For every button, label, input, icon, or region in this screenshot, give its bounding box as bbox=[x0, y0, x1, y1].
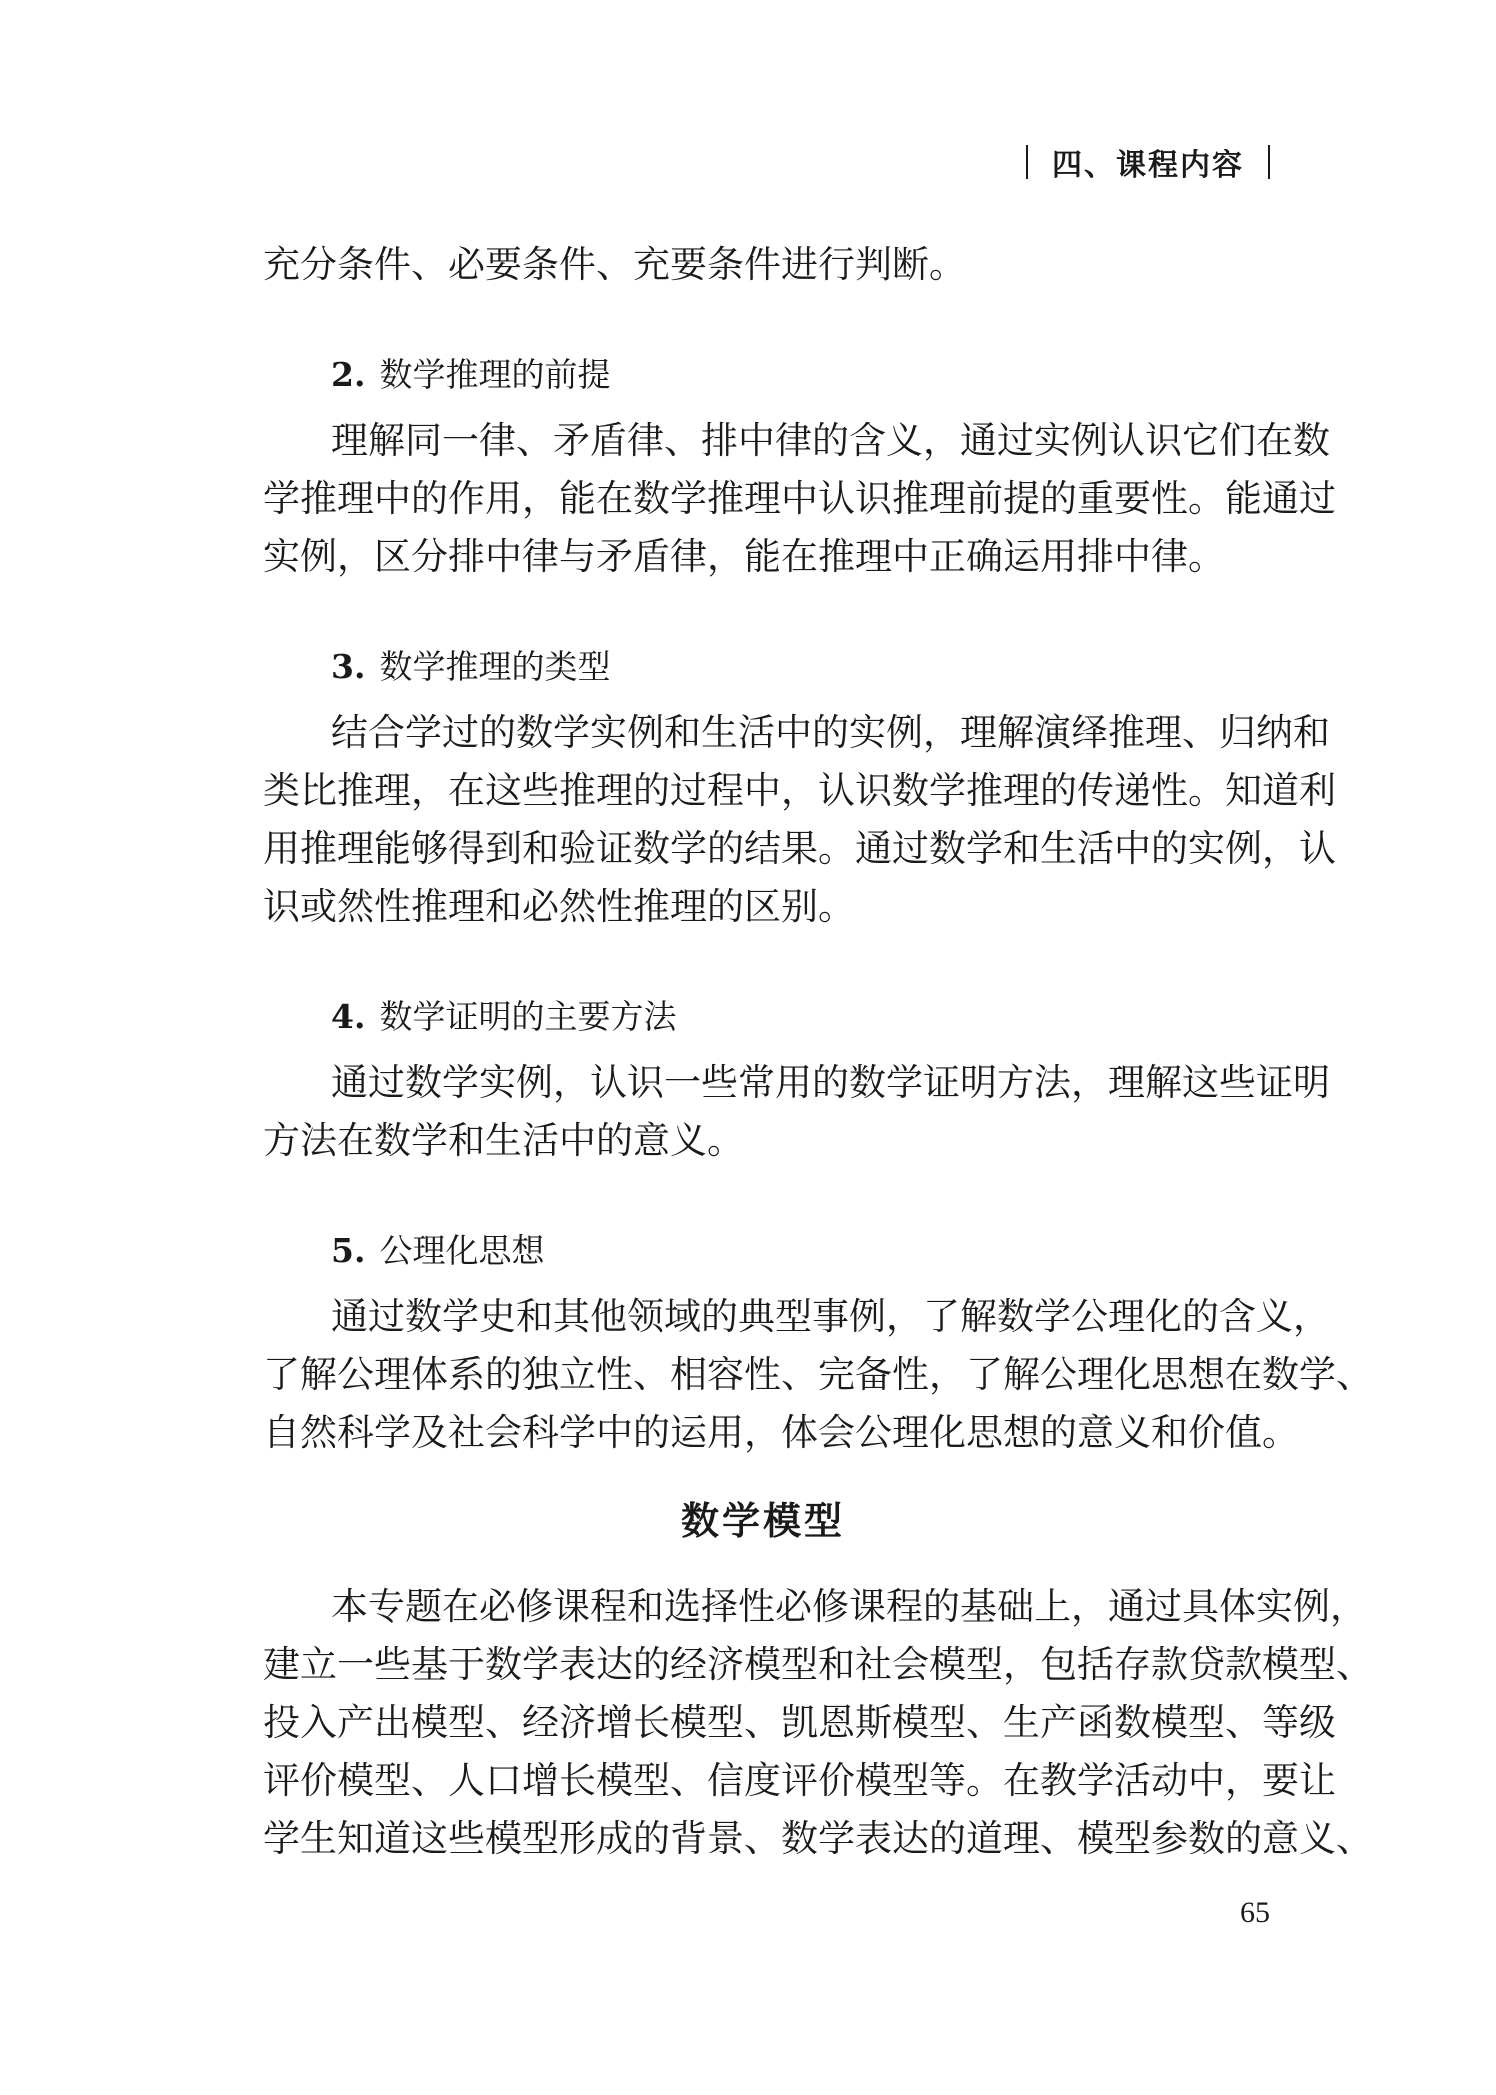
paragraph-line: 结合学过的数学实例和生活中的实例，理解演绎推理、归纳和 bbox=[331, 711, 1330, 754]
page-body bbox=[263, 236, 1373, 1868]
section-number: 3. bbox=[331, 647, 366, 686]
running-header bbox=[1026, 142, 1270, 182]
running-title: 四、课程内容 bbox=[1052, 148, 1244, 183]
paragraph-line: 了解公理体系的独立性、相容性、完备性，了解公理化思想在数学、 bbox=[263, 1353, 1373, 1396]
paragraph-line: 评价模型、人口增长模型、信度评价模型等。在教学活动中，要让 bbox=[263, 1759, 1336, 1802]
header-right-rule bbox=[1268, 145, 1270, 179]
paragraph-line: 用推理能够得到和验证数学的结果。通过数学和生活中的实例，认 bbox=[263, 827, 1336, 870]
section-number: 2. bbox=[331, 355, 366, 394]
section-heading-2 bbox=[263, 346, 1263, 404]
paragraph-line: 通过数学史和其他领域的典型事例，了解数学公理化的含义， bbox=[331, 1295, 1330, 1338]
section-number: 5. bbox=[331, 1231, 366, 1270]
paragraph-line: 识或然性推理和必然性推理的区别。 bbox=[263, 885, 855, 928]
continued-paragraph-line: 充分条件、必要条件、充要条件进行判断。 bbox=[263, 243, 966, 286]
paragraph-line: 本专题在必修课程和选择性必修课程的基础上，通过具体实例， bbox=[331, 1585, 1367, 1628]
paragraph-line: 类比推理，在这些推理的过程中，认识数学推理的传递性。知道利 bbox=[263, 769, 1336, 812]
paragraph-line: 自然科学及社会科学中的运用，体会公理化思想的意义和价值。 bbox=[263, 1411, 1299, 1454]
paragraph-line: 方法在数学和生活中的意义。 bbox=[263, 1119, 744, 1162]
page-number: 65 bbox=[1240, 1896, 1270, 1929]
section-heading-3 bbox=[263, 638, 1263, 696]
section-heading-5 bbox=[263, 1222, 1263, 1280]
paragraph-line: 理解同一律、矛盾律、排中律的含义，通过实例认识它们在数 bbox=[331, 419, 1330, 462]
paragraph-line: 通过数学实例，认识一些常用的数学证明方法，理解这些证明 bbox=[331, 1061, 1330, 1104]
paragraph-line: 投入产出模型、经济增长模型、凯恩斯模型、生产函数模型、等级 bbox=[263, 1701, 1336, 1744]
topic-title: 数学模型 bbox=[680, 1498, 845, 1543]
paragraph-line: 学推理中的作用，能在数学推理中认识推理前提的重要性。能通过 bbox=[263, 477, 1336, 520]
section-title: 数学推理的前提 bbox=[379, 355, 611, 394]
section-title: 数学推理的类型 bbox=[379, 647, 611, 686]
section-heading-4 bbox=[263, 988, 1263, 1046]
section-title: 数学证明的主要方法 bbox=[379, 997, 677, 1036]
section-title: 公理化思想 bbox=[379, 1231, 545, 1270]
paragraph-line: 实例，区分排中律与矛盾律，能在推理中正确运用排中律。 bbox=[263, 535, 1225, 578]
section-number: 4. bbox=[331, 997, 366, 1036]
paragraph-line: 建立一些基于数学表达的经济模型和社会模型，包括存款贷款模型、 bbox=[263, 1643, 1373, 1686]
paragraph-line: 学生知道这些模型形成的背景、数学表达的道理、模型参数的意义、 bbox=[263, 1817, 1373, 1860]
